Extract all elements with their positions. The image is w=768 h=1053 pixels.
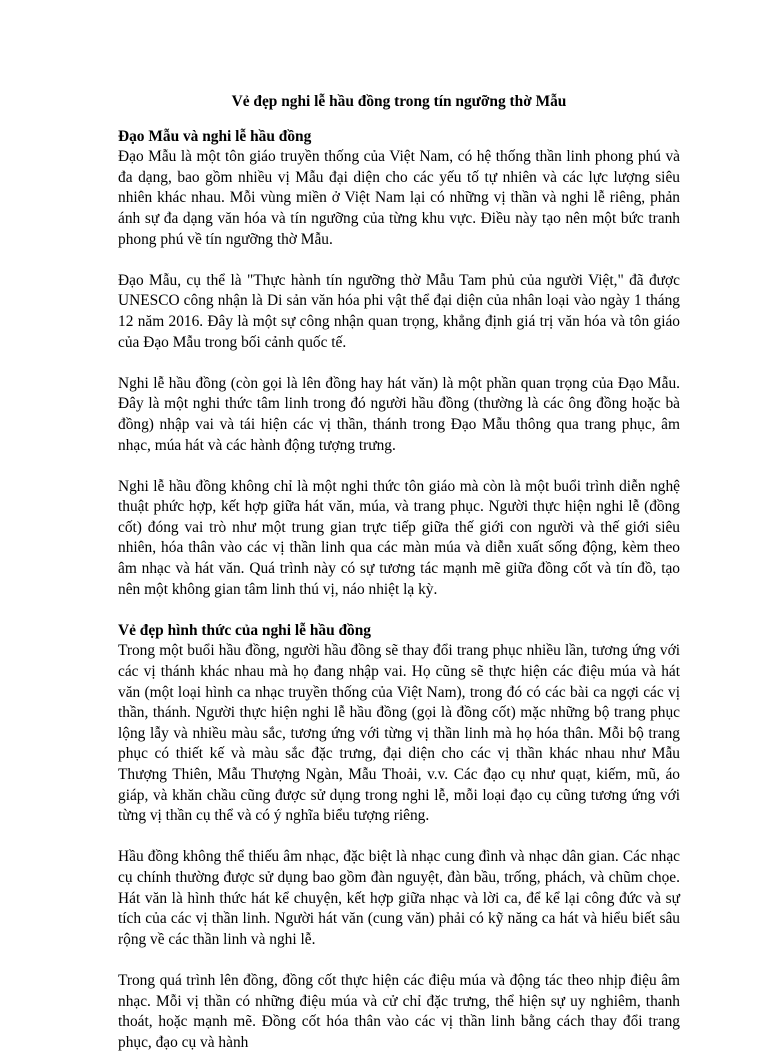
paragraph: Trong một buổi hầu đồng, người hầu đồng sẽ thay đổi trang phục nhiều lần, tương ứng với các vị thánh khác nhau mà họ đang nhập vai. Họ cũng sẽ thực hiện các điệu múa và hát văn (một loại hình ca nhạc truyền thống của Việt Nam), trong đó có các bài ca ngợi các vị thần, thánh. Người thực hiện nghi lễ hầu đồng (gọi là đồng cốt) mặc những bộ trang phục lộng lẫy và nhiều màu sắc, tương ứng với từng vị thần linh mà họ hóa thân. Mỗi bộ trang phục có thiết kế và màu sắc đặc trưng, đại diện cho các vị thần khác nhau như Mẫu Thượng Thiên, Mẫu Thượng Ngàn, Mẫu Thoải, v.v. Các đạo cụ như quạt, kiếm, mũ, áo giáp, và khăn chầu cũng được sử dụng trong nghi lễ, mỗi loại đạo cụ cũng tương ứng với từng vị thần cụ thể và có ý nghĩa biểu tượng riêng. [118, 642, 680, 825]
section-ve-dep-hinh-thuc [118, 621, 680, 1053]
section-heading: Vẻ đẹp hình thức của nghi lễ hầu đồng [118, 621, 371, 639]
paragraph: Hầu đồng không thể thiếu âm nhạc, đặc biệt là nhạc cung đình và nhạc dân gian. Các nhạc cụ chính thường được sử dụng bao gồm đàn nguyệt, đàn bầu, trống, phách, và chũm chọe. Hát văn là hình thức hát kể chuyện, kết hợp giữa nhạc và lời ca, để kể lại công đức và sự tích của các vị thần linh. Người hát văn (cung văn) phải có kỹ năng ca hát và hiểu biết sâu rộng về các thần linh và nghi lễ. [118, 848, 680, 948]
paragraph: Đạo Mẫu, cụ thể là "Thực hành tín ngưỡng thờ Mẫu Tam phủ của người Việt," đã được UNESCO công nhận là Di sản văn hóa phi vật thể đại diện của nhân loại vào ngày 1 tháng 12 năm 2016. Đây là một sự công nhận quan trọng, khẳng định giá trị văn hóa và tôn giáo của Đạo Mẫu trong bối cảnh quốc tế. [118, 271, 680, 351]
paragraph: Nghi lễ hầu đồng (còn gọi là lên đồng hay hát văn) là một phần quan trọng của Đạo Mẫu. Đây là một nghi thức tâm linh trong đó người hầu đồng (thường là các ông đồng hoặc bà đồng) nhập vai và tái hiện các vị thần, thánh trong Đạo Mẫu thông qua trang phục, âm nhạc, múa hát và các hành động tượng trưng. [118, 374, 680, 454]
paragraph: Đạo Mẫu là một tôn giáo truyền thống của Việt Nam, có hệ thống thần linh phong phú và đa dạng, bao gồm nhiều vị Mẫu đại diện cho các yếu tố tự nhiên và các lực lượng siêu nhiên khác nhau. Mỗi vùng miền ở Việt Nam lại có những vị thần và nghi lễ riêng, phản ánh sự đa dạng văn hóa và tín ngưỡng của từng khu vực. Điều này tạo nên một bức tranh phong phú về tín ngưỡng thờ Mẫu. [118, 148, 680, 248]
paragraph: Nghi lễ hầu đồng không chỉ là một nghi thức tôn giáo mà còn là một buổi trình diễn nghệ thuật phức hợp, kết hợp giữa hát văn, múa, và trang phục. Người thực hiện nghi lễ (đồng cốt) đóng vai trò như một trung gian trực tiếp giữa thế giới con người và thế giới siêu nhiên, hóa thân vào các vị thần linh qua các màn múa và diễn xuất sống động, kèm theo âm nhạc và hát văn. Quá trình này có sự tương tác mạnh mẽ giữa đồng cốt và tín đồ, tạo nên một không gian tâm linh thú vị, náo nhiệt lạ kỳ. [118, 477, 680, 598]
document-title: Vẻ đẹp nghi lễ hầu đồng trong tín ngưỡng thờ Mẫu [231, 93, 567, 110]
paragraph: Trong quá trình lên đồng, đồng cốt thực hiện các điệu múa và động tác theo nhịp điệu âm nhạc. Mỗi vị thần có những điệu múa và cử chỉ đặc trưng, thể hiện sự uy nghiêm, thanh thoát, hoặc mạnh mẽ. Đồng cốt hóa thân vào các vị thần linh bằng cách thay đổi trang phục, đạo cụ và hành [118, 971, 680, 1051]
section-heading: Đạo Mẫu và nghi lễ hầu đồng [118, 127, 312, 145]
section-dao-mau [118, 127, 680, 601]
